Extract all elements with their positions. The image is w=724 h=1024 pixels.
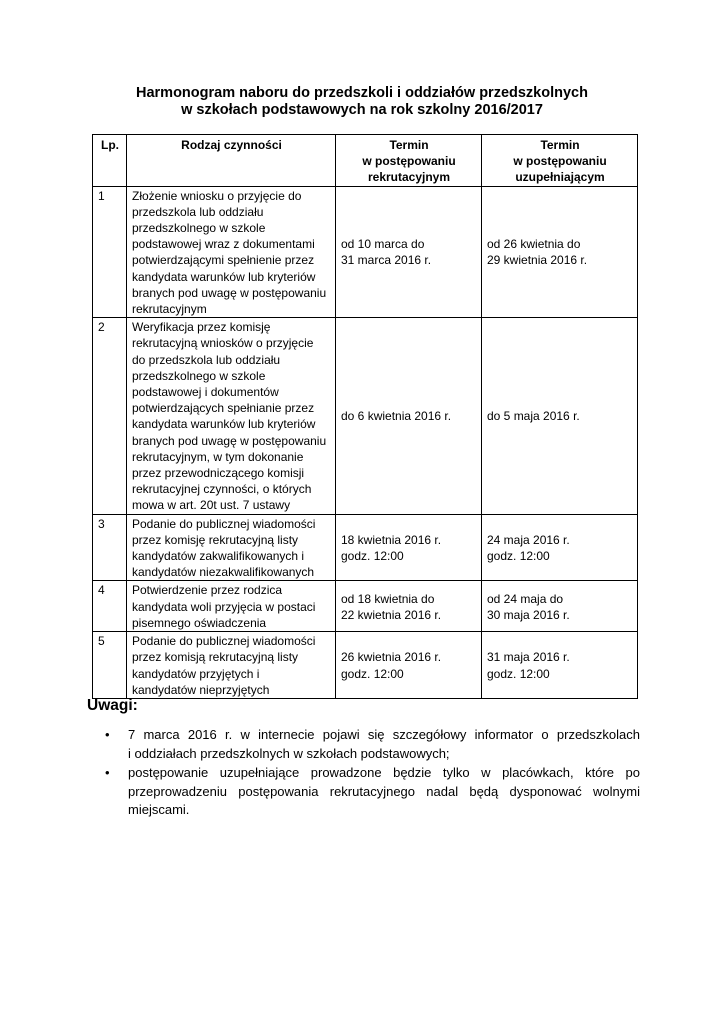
cell-term-supplementary-line: godz. 12:00 <box>487 549 550 564</box>
cell-activity-line: do przedszkola lub oddziału <box>132 352 281 367</box>
table-body <box>93 186 638 698</box>
title-line-2: w szkołach podstawowych na rok szkolny 2016/2017 <box>181 102 543 118</box>
cell-activity-line: kandydata woli przyjęcia w postaci <box>132 599 316 614</box>
cell-term-recruitment <box>336 514 482 581</box>
cell-term-supplementary-line: 24 maja 2016 r. <box>487 532 570 547</box>
cell-activity <box>127 318 336 514</box>
cell-activity-line: przez komisję rekrutacyjną listy <box>132 532 299 547</box>
cell-lp: 1 <box>93 186 127 318</box>
cell-activity-line: Podanie do publicznej wiadomości <box>132 634 316 649</box>
cell-term-recruitment-line: 22 kwietnia 2016 r. <box>341 607 442 622</box>
cell-activity-line: przedszkolnego w szkole <box>132 221 266 236</box>
cell-activity-line: kandydatów zakwalifikowanych i <box>132 549 305 564</box>
table-row <box>93 186 638 318</box>
cell-term-recruitment-line: 31 marca 2016 r. <box>341 253 432 268</box>
document-title <box>0 85 724 119</box>
cell-term-recruitment-line: 26 kwietnia 2016 r. <box>341 650 442 665</box>
title-line-1: Harmonogram naboru do przedszkoli i oddziałów przedszkolnych <box>136 85 588 101</box>
remark-line: miejscami. <box>128 802 190 817</box>
cell-activity-line: podstawowej i dokumentów <box>132 385 279 400</box>
cell-term-recruitment <box>336 186 482 318</box>
cell-activity <box>127 632 336 699</box>
cell-term-recruitment-line: godz. 12:00 <box>341 549 404 564</box>
cell-term-supplementary-line: godz. 12:00 <box>487 666 550 681</box>
cell-activity <box>127 514 336 581</box>
header-lp: Lp. <box>93 135 127 187</box>
cell-activity-line: Potwierdzenie przez rodzica <box>132 583 283 598</box>
header-term-supplementary-line: uzupełniającym <box>515 170 605 185</box>
cell-activity-line: mowa w art. 20t ust. 7 ustawy <box>132 498 291 513</box>
cell-term-recruitment-line: od 18 kwietnia do <box>341 591 435 606</box>
table-row <box>93 581 638 632</box>
cell-activity-line: kandydata warunków lub kryteriów <box>132 269 316 284</box>
cell-term-recruitment <box>336 581 482 632</box>
cell-activity-line: potwierdzającymi spełnienie przez <box>132 253 315 268</box>
header-term-recruitment-line: Termin <box>389 138 429 152</box>
header-term-supplementary-line: Termin <box>540 138 580 152</box>
cell-term-supplementary <box>482 632 638 699</box>
cell-activity-line: Podanie do publicznej wiadomości <box>132 516 316 531</box>
header-term-recruitment <box>336 135 482 187</box>
cell-activity-line: kandydatów niezakwalifikowanych <box>132 565 315 580</box>
cell-term-supplementary-line: 29 kwietnia 2016 r. <box>487 253 588 268</box>
header-term-supplementary-line: w postępowaniu <box>513 154 607 169</box>
table-row <box>93 514 638 581</box>
schedule-table <box>92 134 638 699</box>
cell-term-supplementary <box>482 514 638 581</box>
cell-term-recruitment-line: do 6 kwietnia 2016 r. <box>341 409 452 424</box>
cell-term-recruitment-line: godz. 12:00 <box>341 666 404 681</box>
cell-activity <box>127 186 336 318</box>
cell-term-supplementary-line: 31 maja 2016 r. <box>487 650 570 665</box>
remark-line: 7 marca 2016 r. w internecie pojawi się szczegółowy informator o przedszkolach <box>128 727 640 742</box>
header-term-recruitment-line: rekrutacyjnym <box>367 170 451 185</box>
remarks-heading: Uwagi: <box>87 697 138 714</box>
cell-lp: 4 <box>93 581 127 632</box>
table-row <box>93 318 638 514</box>
cell-activity-line: kandydata warunków lub kryteriów <box>132 417 316 432</box>
remark-item <box>95 764 640 820</box>
cell-activity-line: rekrutacyjnym <box>132 302 207 317</box>
cell-term-recruitment-line: 18 kwietnia 2016 r. <box>341 532 442 547</box>
cell-activity-line: kandydatów przyjętych i <box>132 666 260 681</box>
header-activity: Rodzaj czynności <box>127 135 336 187</box>
cell-activity-line: branych pod uwagę w postępowaniu <box>132 433 327 448</box>
bullet-icon: • <box>105 727 110 742</box>
cell-lp: 5 <box>93 632 127 699</box>
cell-activity-line: rekrutacyjnym, w tym dokonanie <box>132 449 304 464</box>
cell-term-supplementary-line: od 26 kwietnia do <box>487 237 581 252</box>
cell-lp: 2 <box>93 318 127 514</box>
cell-term-supplementary <box>482 581 638 632</box>
bullet-icon: • <box>105 765 110 780</box>
remark-line: postępowanie uzupełniające prowadzone będzie tylko w placówkach, które po <box>128 765 640 780</box>
cell-activity-line: potwierdzających spełnianie przez <box>132 401 315 416</box>
table-row <box>93 632 638 699</box>
cell-activity-line: przez przewodniczącego komisji <box>132 466 305 481</box>
cell-activity-line: podstawowej wraz z dokumentami <box>132 237 315 252</box>
table-header-row <box>93 135 638 187</box>
header-term-supplementary <box>482 135 638 187</box>
cell-term-supplementary-line: do 5 maja 2016 r. <box>487 409 580 424</box>
remark-line: przeprowadzeniu postępowania rekrutacyjnego nadal będą dysponować wolnymi <box>128 783 640 799</box>
cell-term-supplementary-line: 30 maja 2016 r. <box>487 607 570 622</box>
remark-line: i oddziałach przedszkolnych w szkołach podstawowych; <box>128 745 450 761</box>
cell-activity-line: przedszkola lub oddziału <box>132 204 264 219</box>
remark-item <box>95 726 640 763</box>
cell-activity <box>127 581 336 632</box>
cell-activity-line: kandydatów nieprzyjętych <box>132 682 270 697</box>
remarks-list <box>95 726 640 821</box>
cell-activity-line: rekrutacyjnej czynności, o których <box>132 482 312 497</box>
header-term-recruitment-line: w postępowaniu <box>362 154 456 169</box>
cell-lp: 3 <box>93 514 127 581</box>
cell-term-supplementary <box>482 186 638 318</box>
cell-activity-line: Złożenie wniosku o przyjęcie do <box>132 188 302 203</box>
cell-term-supplementary <box>482 318 638 514</box>
cell-activity-line: przez komisją rekrutacyjną listy <box>132 650 299 665</box>
cell-term-recruitment-line: od 10 marca do <box>341 237 425 252</box>
cell-activity-line: przedszkolnego w szkole <box>132 368 266 383</box>
cell-activity-line: pisemnego oświadczenia <box>132 615 267 630</box>
cell-activity-line: rekrutacyjną wniosków o przyjęcie <box>132 336 314 351</box>
cell-term-recruitment <box>336 632 482 699</box>
cell-activity-line: Weryfikacja przez komisję <box>132 320 271 335</box>
cell-term-recruitment <box>336 318 482 514</box>
cell-term-supplementary-line: od 24 maja do <box>487 591 564 606</box>
cell-activity-line: branych pod uwagę w postępowaniu <box>132 285 327 300</box>
